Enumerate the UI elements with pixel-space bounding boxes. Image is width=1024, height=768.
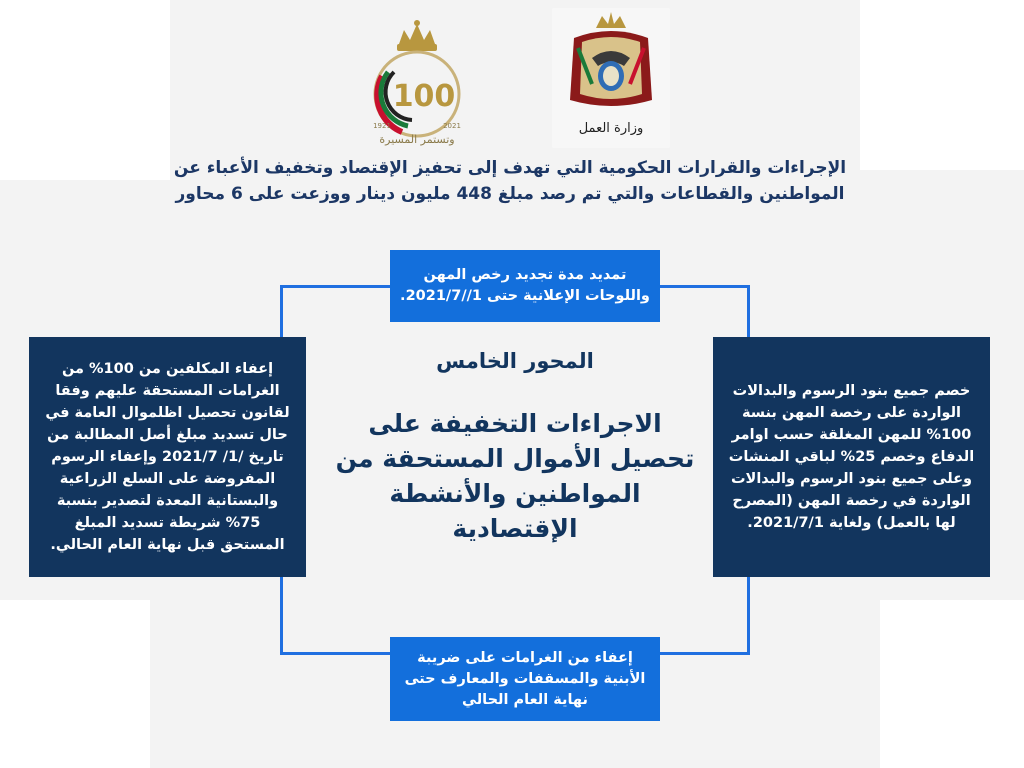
measure-text: خصم جميع بنود الرسوم والبدالات الواردة على رخصة المهن بنسة 100% للمهن المغلقة حسب اوامر الدفاع وخصم 25% لباقي المنشات وعلى جميع بنود الرسوم والبدالات الواردة في رخصة المهن (المصرح لها بالعمل) ولغاية 2021/7/1. [728, 383, 975, 531]
measure-box-right [713, 337, 990, 577]
measure-box-bottom [390, 637, 660, 721]
background-tile [880, 600, 1024, 768]
axis-description: الاجراءات التخفيفة على تحصيل الأموال المستحقة من المواطنين والأنشطة الإقتصادية [335, 409, 695, 543]
svg-text:وزارة العمل: وزارة العمل [578, 121, 644, 136]
svg-text:وتستمر المسيرة: وتستمر المسيرة [379, 133, 455, 146]
axis-title: المحور الخامس [436, 349, 594, 373]
measure-text: إعفاء من الغرامات على ضريبة الأبنية والمسقفات والمعارف حتى نهاية العام الحالي [404, 649, 646, 708]
svg-text:2021: 2021 [443, 122, 461, 130]
measure-box-top [390, 250, 660, 322]
centennial-emblem-icon [352, 16, 482, 146]
axis-center [330, 340, 700, 580]
centennial-logo [352, 16, 482, 146]
background-tile [0, 600, 150, 768]
coat-of-arms-icon [552, 8, 670, 148]
ministry-logo [552, 8, 670, 148]
logo-row [0, 8, 1024, 148]
svg-text:1921: 1921 [373, 122, 391, 130]
svg-text:100: 100 [392, 79, 456, 114]
measure-box-left [29, 337, 306, 577]
measure-text: إعفاء المكلفين من 100% من الغرامات المستحقة عليهم وفقا لقانون تحصيل اظلموال العامة في حال تسديد مبلغ أصل المطالبة من تاريخ /1/ 2021/7 وإعفاء الرسوم المفروضة على السلع الزراعية والبستانية المعدة لتصدير بنسبة 75% شريطة تسديد المبلغ المستحق قبل نهاية العام الحالي. [45, 361, 290, 553]
page-headline: الإجراءات والقرارات الحكومية التي تهدف إلى تحفيز الإقتصاد وتخفيف الأعباء عن المواطنين والقطاعات والتي تم رصد مبلغ 448 مليون دينار ووزعت على 6 محاور [173, 158, 847, 204]
measure-text: تمديد مدة تجديد رخص المهن واللوحات الإعلانية حتى 1//2021/7. [400, 267, 650, 304]
